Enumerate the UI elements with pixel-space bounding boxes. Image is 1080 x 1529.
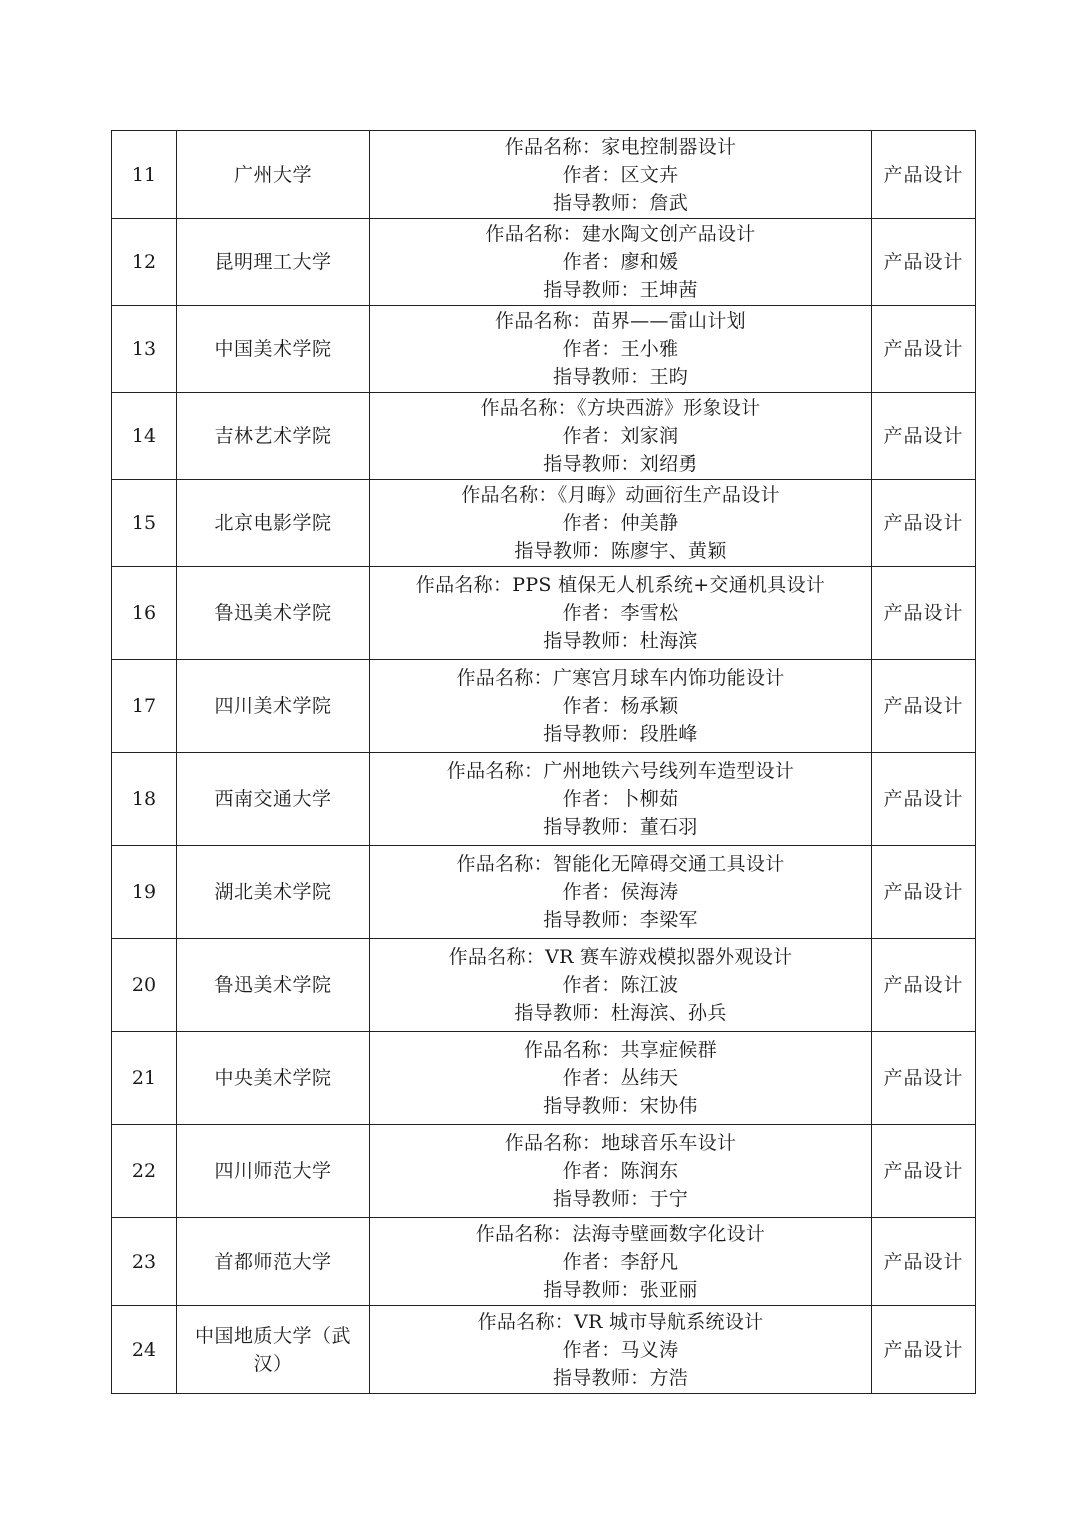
work-advisor: 指导教师：段胜峰 <box>543 723 698 745</box>
work-advisor: 指导教师：李梁军 <box>543 909 698 931</box>
work-title: 作品名称：PPS 植保无人机系统+交通机具设计 <box>415 574 826 596</box>
row-number: 16 <box>112 567 177 660</box>
work-advisor: 指导教师：陈廖宇、黄颖 <box>514 540 727 562</box>
work-author: 作者：李雪松 <box>562 602 679 624</box>
work-details <box>370 939 872 1032</box>
work-advisor: 指导教师：方浩 <box>552 1366 689 1389</box>
work-title: 作品名称：智能化无障碍交通工具设计 <box>456 853 785 875</box>
row-number: 11 <box>112 131 177 219</box>
awards-table <box>111 130 976 1394</box>
work-advisor: 指导教师：詹武 <box>552 191 689 214</box>
table-row <box>112 131 976 219</box>
work-advisor: 指导教师：杜海滨 <box>543 630 698 652</box>
work-author: 作者：仲美静 <box>562 512 679 534</box>
work-details <box>370 480 872 567</box>
table-row <box>112 306 976 393</box>
school-name: 中国地质大学（武汉） <box>177 1306 370 1394</box>
category: 产品设计 <box>872 393 976 480</box>
work-author: 作者：陈江波 <box>562 974 679 996</box>
category: 产品设计 <box>872 660 976 753</box>
work-title: 作品名称：共享症候群 <box>523 1039 717 1061</box>
row-number: 12 <box>112 219 177 306</box>
work-details <box>370 219 872 306</box>
school-name: 中国美术学院 <box>177 306 370 393</box>
school-name: 西南交通大学 <box>177 753 370 846</box>
awards-table-body <box>112 131 976 1394</box>
school-name: 广州大学 <box>177 131 370 219</box>
work-advisor: 指导教师：王坤茜 <box>543 279 698 301</box>
work-author: 作者：卜柳茹 <box>562 788 679 810</box>
work-details <box>370 131 872 219</box>
work-author: 作者：马义涛 <box>562 1338 679 1361</box>
work-author: 作者：廖和媛 <box>562 251 679 273</box>
category: 产品设计 <box>872 1218 976 1306</box>
work-details <box>370 1032 872 1125</box>
category: 产品设计 <box>872 846 976 939</box>
work-author: 作者：李舒凡 <box>562 1250 679 1273</box>
work-author: 作者：丛纬天 <box>562 1067 679 1089</box>
work-author: 作者：陈润东 <box>562 1160 679 1182</box>
table-row <box>112 567 976 660</box>
work-author: 作者：区文卉 <box>562 163 679 186</box>
school-name: 吉林艺术学院 <box>177 393 370 480</box>
row-number: 14 <box>112 393 177 480</box>
work-title: 作品名称：建水陶文创产品设计 <box>485 223 756 245</box>
work-details <box>370 1306 872 1394</box>
work-details <box>370 1125 872 1218</box>
table-row <box>112 1125 976 1218</box>
table-row <box>112 1218 976 1306</box>
category: 产品设计 <box>872 480 976 567</box>
row-number: 13 <box>112 306 177 393</box>
category: 产品设计 <box>872 1125 976 1218</box>
work-author: 作者：侯海涛 <box>562 881 679 903</box>
school-name: 首都师范大学 <box>177 1218 370 1306</box>
work-details <box>370 567 872 660</box>
table-row <box>112 846 976 939</box>
work-title: 作品名称：家电控制器设计 <box>504 135 737 158</box>
table-row <box>112 480 976 567</box>
row-number: 15 <box>112 480 177 567</box>
school-name: 四川师范大学 <box>177 1125 370 1218</box>
row-number: 23 <box>112 1218 177 1306</box>
school-name: 四川美术学院 <box>177 660 370 753</box>
category: 产品设计 <box>872 939 976 1032</box>
work-title: 作品名称：法海寺壁画数字化设计 <box>475 1222 766 1245</box>
row-number: 24 <box>112 1306 177 1394</box>
work-details <box>370 393 872 480</box>
school-name: 湖北美术学院 <box>177 846 370 939</box>
work-details <box>370 306 872 393</box>
work-author: 作者：杨承颖 <box>562 695 679 717</box>
table-row <box>112 219 976 306</box>
work-details <box>370 1218 872 1306</box>
work-title: 作品名称：《方块西游》形象设计 <box>480 397 761 419</box>
table-row <box>112 1306 976 1394</box>
work-title: 作品名称：苗界——雷山计划 <box>495 310 746 332</box>
table-row <box>112 939 976 1032</box>
table-row <box>112 753 976 846</box>
work-title: 作品名称：VR 赛车游戏模拟器外观设计 <box>448 946 793 968</box>
category: 产品设计 <box>872 1306 976 1394</box>
work-details <box>370 753 872 846</box>
table-row <box>112 393 976 480</box>
work-author: 作者：王小雅 <box>562 338 679 360</box>
work-title: 作品名称：VR 城市导航系统设计 <box>477 1310 764 1333</box>
table-row <box>112 1032 976 1125</box>
category: 产品设计 <box>872 753 976 846</box>
work-title: 作品名称：广州地铁六号线列车造型设计 <box>446 760 795 782</box>
work-title: 作品名称：地球音乐车设计 <box>504 1132 737 1154</box>
row-number: 19 <box>112 846 177 939</box>
school-name: 昆明理工大学 <box>177 219 370 306</box>
work-author: 作者：刘家润 <box>562 425 679 447</box>
work-title: 作品名称：《月晦》动画衍生产品设计 <box>461 484 780 506</box>
row-number: 20 <box>112 939 177 1032</box>
school-name: 鲁迅美术学院 <box>177 567 370 660</box>
row-number: 17 <box>112 660 177 753</box>
school-name: 中央美术学院 <box>177 1032 370 1125</box>
row-number: 22 <box>112 1125 177 1218</box>
work-details <box>370 846 872 939</box>
category: 产品设计 <box>872 1032 976 1125</box>
school-name: 鲁迅美术学院 <box>177 939 370 1032</box>
school-name: 北京电影学院 <box>177 480 370 567</box>
category: 产品设计 <box>872 306 976 393</box>
table-row <box>112 660 976 753</box>
work-details <box>370 660 872 753</box>
row-number: 21 <box>112 1032 177 1125</box>
category: 产品设计 <box>872 567 976 660</box>
work-title: 作品名称：广寒宫月球车内饰功能设计 <box>456 667 785 689</box>
work-advisor: 指导教师：刘绍勇 <box>543 453 698 475</box>
work-advisor: 指导教师：王昀 <box>552 366 689 388</box>
category: 产品设计 <box>872 131 976 219</box>
work-advisor: 指导教师：张亚丽 <box>543 1278 698 1301</box>
work-advisor: 指导教师：杜海滨、孙兵 <box>514 1002 727 1024</box>
category: 产品设计 <box>872 219 976 306</box>
row-number: 18 <box>112 753 177 846</box>
work-advisor: 指导教师：于宁 <box>552 1188 689 1210</box>
work-advisor: 指导教师：董石羽 <box>543 816 698 838</box>
work-advisor: 指导教师：宋协伟 <box>543 1095 698 1117</box>
